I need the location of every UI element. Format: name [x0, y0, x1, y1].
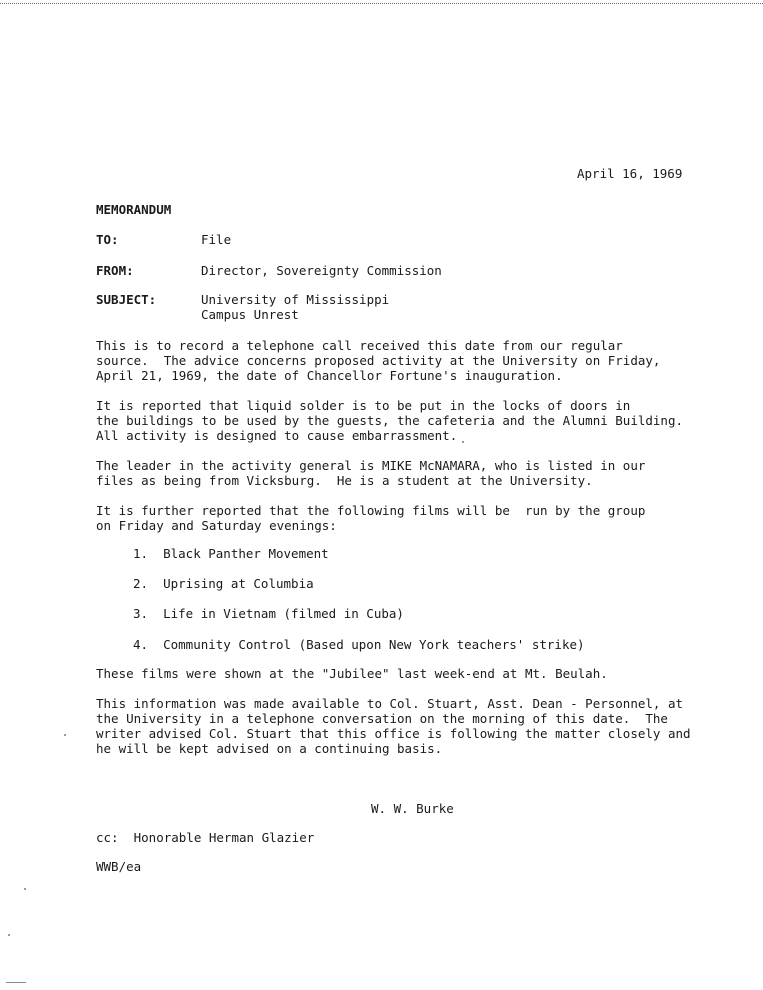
paragraph-line: All activity is designed to cause embarrassment.: [96, 428, 458, 443]
memo-heading: MEMORANDUM: [96, 202, 172, 217]
subject-label: SUBJECT:: [96, 292, 157, 307]
from-label: FROM:: [96, 263, 134, 278]
paragraph-line: This is to record a telephone call received this date from our regular: [96, 338, 623, 353]
paragraph-line: April 21, 1969, the date of Chancellor Fortune's inauguration.: [96, 368, 563, 383]
cc-line: cc: Honorable Herman Glazier: [96, 830, 315, 845]
scan-speck: [8, 934, 10, 936]
list-item: 4. Community Control (Based upon New York teachers' strike): [133, 637, 585, 652]
initials: WWB/ea: [96, 859, 142, 874]
subject-line-2: Campus Unrest: [201, 307, 299, 322]
paragraph-1: [96, 338, 696, 383]
after-list-paragraph: These films were shown at the "Jubilee" last week-end at Mt. Beulah.: [96, 666, 608, 681]
to-label: TO:: [96, 232, 119, 247]
paragraph-2: [96, 398, 696, 443]
paragraph-line: writer advised Col. Stuart that this office is following the matter closely and: [96, 726, 691, 741]
paragraph-line: the buildings to be used by the guests, the cafeteria and the Alumni Building.: [96, 413, 683, 428]
list-item: 1. Black Panther Movement: [133, 546, 329, 561]
paragraph-line: files as being from Vicksburg. He is a student at the University.: [96, 473, 593, 488]
paragraph-line: the University in a telephone conversation on the morning of this date. The: [96, 711, 668, 726]
subject-line-1: University of Mississippi: [201, 292, 390, 307]
paragraph-line: he will be kept advised on a continuing basis.: [96, 741, 443, 756]
paragraph-line: source. The advice concerns proposed activity at the University on Friday,: [96, 353, 661, 368]
scan-speck: [64, 734, 66, 736]
scan-speck: [462, 441, 464, 443]
paragraph-3: [96, 458, 696, 488]
paragraph-line: It is further reported that the following films will be run by the group: [96, 503, 646, 518]
paragraph-line: It is reported that liquid solder is to be put in the locks of doors in: [96, 398, 631, 413]
paragraph-line: This information was made available to Col. Stuart, Asst. Dean - Personnel, at: [96, 696, 683, 711]
top-border-dots: [0, 3, 763, 4]
signature: W. W. Burke: [371, 801, 454, 816]
scan-speck: [24, 888, 26, 890]
paragraph-line: The leader in the activity general is MIKE McNAMARA, who is listed in our: [96, 458, 646, 473]
paragraph-line: on Friday and Saturday evenings:: [96, 518, 337, 533]
closing-paragraph: [96, 696, 696, 756]
from-value: Director, Sovereignty Commission: [201, 263, 442, 278]
to-value: File: [201, 232, 232, 247]
memo-date: April 16, 1969: [577, 166, 683, 181]
scan-mark: [6, 982, 26, 983]
list-item: 3. Life in Vietnam (filmed in Cuba): [133, 606, 404, 621]
paragraph-4: [96, 503, 696, 533]
list-item: 2. Uprising at Columbia: [133, 576, 314, 591]
